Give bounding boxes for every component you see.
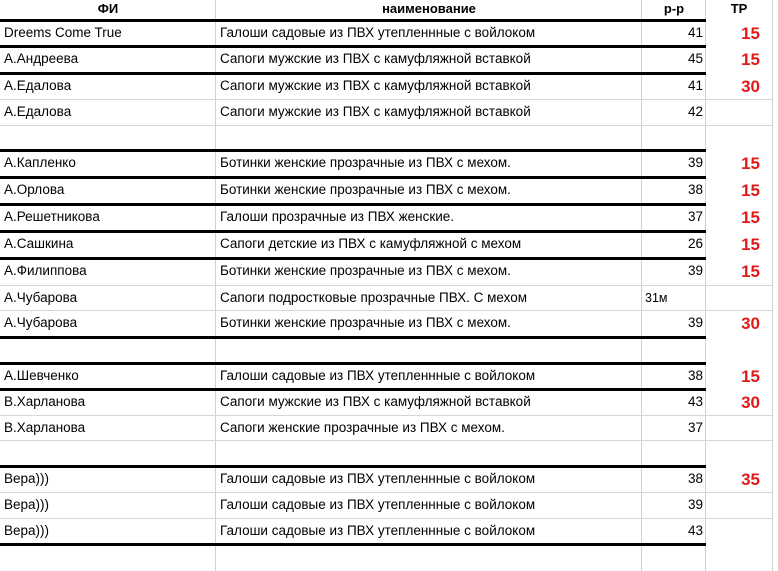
cell-size[interactable]: 39 (687, 263, 703, 278)
cell-tr[interactable]: 15 (741, 154, 760, 173)
cell-size[interactable]: 41 (687, 25, 703, 40)
cell-name[interactable]: Вера))) (4, 471, 50, 486)
column-gridline (772, 0, 773, 571)
cell-name[interactable]: А.Капленко (4, 155, 76, 170)
cell-tr[interactable] (706, 520, 772, 543)
cell-size[interactable] (642, 444, 706, 467)
cell-item[interactable]: Галоши садовые из ПВХ утепленнные с войлоком (220, 471, 536, 486)
cell-item[interactable]: Сапоги мужские из ПВХ с камуфляжной вставкой (220, 394, 531, 409)
cell-tr[interactable]: 15 (741, 262, 760, 281)
cell-item[interactable]: Галоши садовые из ПВХ утепленнные с войлоком (220, 497, 536, 512)
cell-tr[interactable]: 15 (741, 50, 760, 69)
cell-item[interactable] (216, 444, 642, 467)
cell-size[interactable]: 37 (687, 420, 703, 435)
cell-name[interactable] (0, 341, 216, 364)
cell-item[interactable]: Сапоги подростковые прозрачные ПВХ. С мехом (220, 290, 528, 305)
cell-name[interactable]: А.Сашкина (4, 236, 74, 251)
cell-tr[interactable] (706, 101, 772, 124)
cell-tr[interactable]: 30 (741, 393, 760, 412)
cell-item[interactable]: Ботинки женские прозрачные из ПВХ с мехом. (220, 315, 511, 330)
cell-size[interactable]: 38 (687, 368, 703, 383)
cell-tr[interactable]: 15 (741, 208, 760, 227)
cell-item[interactable]: Ботинки женские прозрачные из ПВХ с мехом. (220, 182, 511, 197)
header-name[interactable]: ФИ (97, 1, 119, 16)
cell-tr[interactable]: 30 (741, 314, 760, 333)
cell-size[interactable]: 42 (687, 104, 703, 119)
cell-item[interactable] (216, 341, 642, 364)
cell-item[interactable]: Сапоги мужские из ПВХ с камуфляжной вставкой (220, 78, 531, 93)
cell-size[interactable]: 43 (687, 394, 703, 409)
cell-name[interactable]: А.Едалова (4, 104, 72, 119)
cell-item[interactable]: Сапоги мужские из ПВХ с камуфляжной вставкой (220, 104, 531, 119)
cell-item[interactable]: Галоши садовые из ПВХ утепленнные с войлоком (220, 368, 536, 383)
cell-tr[interactable] (706, 127, 772, 149)
cell-item[interactable]: Ботинки женские прозрачные из ПВХ с мехом. (220, 263, 511, 278)
cell-tr[interactable] (706, 417, 772, 439)
cell-item[interactable]: Галоши садовые из ПВХ утепленнные с войлоком (220, 25, 536, 40)
cell-name[interactable]: А.Филиппова (4, 263, 87, 278)
cell-name[interactable]: А.Решетникова (4, 209, 100, 224)
header-size[interactable]: р-р (663, 1, 685, 16)
cell-name[interactable]: А.Орлова (4, 182, 65, 197)
cell-size[interactable]: 39 (687, 315, 703, 330)
cell-tr[interactable] (706, 494, 772, 517)
header-tr[interactable]: ТР (730, 1, 748, 16)
cell-size[interactable]: 45 (687, 51, 703, 66)
cell-size[interactable] (642, 341, 706, 364)
cell-size[interactable]: 39 (687, 155, 703, 170)
cell-item[interactable]: Сапоги детские из ПВХ с камуфляжной с мехом (220, 236, 522, 251)
cell-name[interactable]: В.Харланова (4, 394, 86, 409)
cell-name[interactable]: А.Андреева (4, 51, 79, 66)
cell-size[interactable]: 37 (687, 209, 703, 224)
cell-name[interactable]: А.Чубарова (4, 315, 78, 330)
cell-tr[interactable]: 30 (741, 77, 760, 96)
cell-item[interactable]: Сапоги женские прозрачные из ПВХ с мехом. (220, 420, 505, 435)
cell-name[interactable] (0, 444, 216, 467)
cell-tr[interactable]: 15 (741, 367, 760, 386)
cell-tr[interactable] (706, 287, 772, 309)
cell-size[interactable]: 41 (687, 78, 703, 93)
cell-name[interactable]: В.Харланова (4, 420, 86, 435)
cell-item[interactable]: Сапоги мужские из ПВХ с камуфляжной вставкой (220, 51, 531, 66)
header-item[interactable]: наименование (382, 1, 476, 16)
row-border-thick (0, 19, 706, 22)
cell-item[interactable]: Ботинки женские прозрачные из ПВХ с мехом. (220, 155, 511, 170)
cell-tr[interactable]: 15 (741, 235, 760, 254)
cell-name[interactable]: Вера))) (4, 497, 50, 512)
cell-name[interactable]: А.Едалова (4, 78, 72, 93)
cell-size[interactable]: 39 (687, 497, 703, 512)
cell-size[interactable]: 38 (687, 471, 703, 486)
cell-name[interactable]: Dreems Come True (4, 25, 122, 40)
cell-size[interactable]: 38 (687, 182, 703, 197)
cell-tr[interactable]: 15 (741, 24, 760, 43)
cell-name[interactable] (0, 129, 216, 151)
cell-item[interactable]: Галоши садовые из ПВХ утепленнные с войлоком (220, 523, 536, 538)
cell-name[interactable]: А.Шевченко (4, 368, 79, 383)
cell-name[interactable]: А.Чубарова (4, 290, 78, 305)
cell-size[interactable]: 43 (687, 523, 703, 538)
cell-tr[interactable]: 15 (741, 181, 760, 200)
cell-name[interactable]: Вера))) (4, 523, 50, 538)
cell-item[interactable]: Галоши прозрачные из ПВХ женские. (220, 209, 455, 224)
cell-size[interactable] (642, 129, 706, 151)
cell-size[interactable]: 31м (645, 291, 668, 305)
cell-item[interactable] (216, 129, 642, 151)
cell-tr[interactable] (706, 339, 772, 362)
cell-tr[interactable]: 35 (741, 470, 760, 489)
cell-size[interactable]: 26 (687, 236, 703, 251)
cell-tr[interactable] (706, 442, 772, 465)
